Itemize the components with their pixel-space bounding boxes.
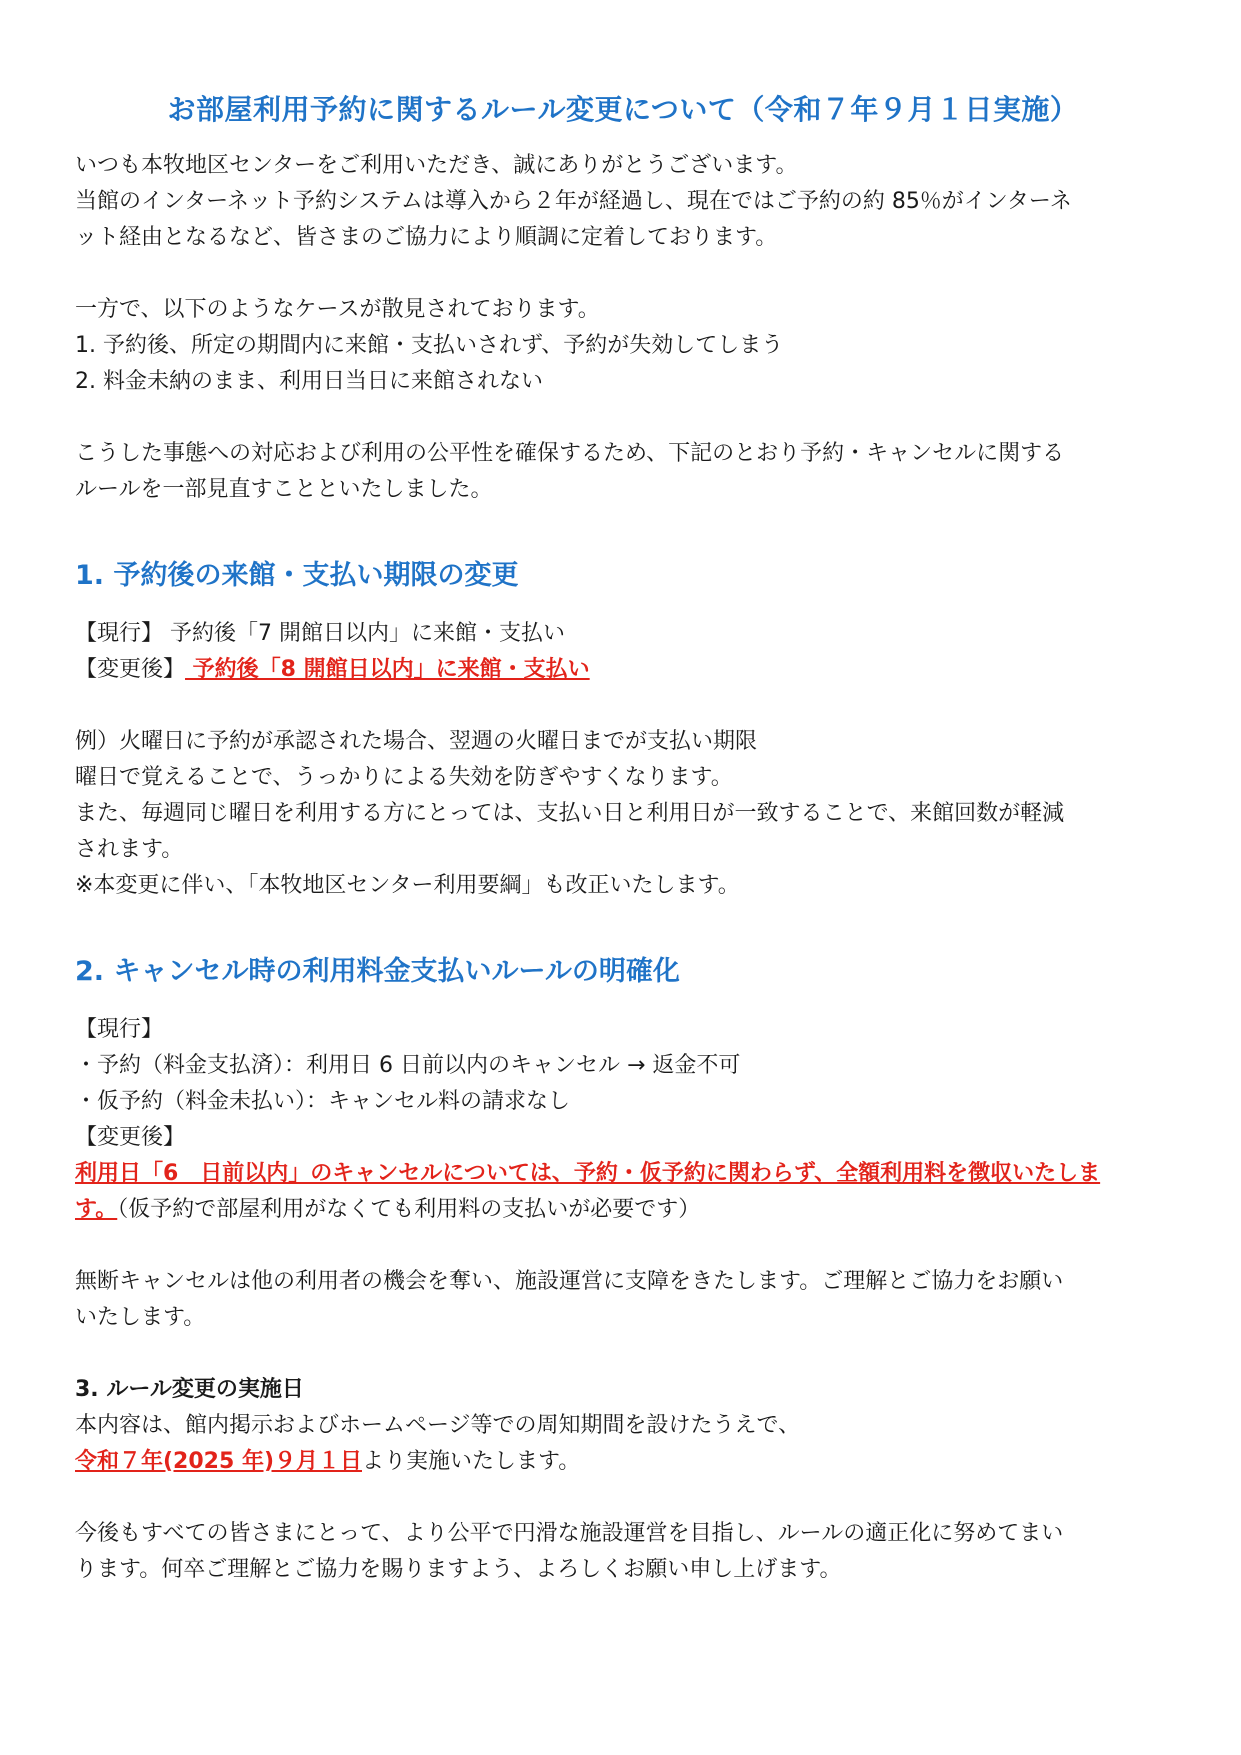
section-3-date-line xyxy=(75,1444,1171,1480)
section-1-note: ※本変更に伴い、「本牧地区センター利用要綱」も改正いたします。 xyxy=(75,873,740,898)
case-item: 1. 予約後、所定の期間内に来館・支払いされず、予約が失効してしまう xyxy=(75,333,784,358)
section-2-heading: 2. キャンセル時の利用料金支払いルールの明確化 xyxy=(75,956,680,987)
closing-line: 今後もすべての皆さまにとって、より公平で円滑な施設運営を目指し、ルールの適正化に努めてまい xyxy=(75,1521,1064,1546)
section-2-current-item: ・仮予約（料金未払い）：キャンセル料の請求なし xyxy=(75,1089,571,1114)
purpose-line: ルールを一部見直すことといたしました。 xyxy=(75,477,493,502)
purpose-line: こうした事態への対応および利用の公平性を確保するため、下記のとおり予約・キャンセルに関する xyxy=(75,441,1065,466)
cases-lead: 一方で、以下のようなケースが散見されております。 xyxy=(75,297,600,322)
section-3-heading: 3. ルール変更の実施日 xyxy=(75,1377,304,1402)
section-3 xyxy=(75,1372,1171,1480)
intro-block xyxy=(75,148,1171,256)
date-highlight: 令和７年(2025 年)９月１日 xyxy=(75,1449,362,1474)
section-2-current-item: ・予約（料金支払済）：利用日 6 日前以内のキャンセル → 返金不可 xyxy=(75,1053,741,1078)
section-1-heading: 1. 予約後の来館・支払い期限の変更 xyxy=(75,560,519,591)
intro-line: いつも本牧地区センターをご利用いただき、誠にありがとうございます。 xyxy=(75,153,798,178)
section-1-note: 例）火曜日に予約が承認された場合、翌週の火曜日までが支払い期限 xyxy=(75,729,758,754)
after-highlight: 予約後「8 開館日以内」に来館・支払い xyxy=(185,657,590,682)
section-2-closing: 無断キャンセルは他の利用者の機会を奪い、施設運営に支障をきたします。ご理解とご協力をお願い xyxy=(75,1269,1064,1294)
section-1-note: されます。 xyxy=(75,837,184,862)
after-label: 【変更後】 xyxy=(75,657,186,682)
after-note: （仮予約で部屋利用がなくても利用料の支払いが必要です） xyxy=(117,1197,701,1222)
section-1-current: 【現行】 予約後「7 開館日以内」に来館・支払い xyxy=(75,621,565,646)
purpose-block xyxy=(75,436,1171,508)
section-1-note: 曜日で覚えることで、うっかりによる失効を防ぎやすくなります。 xyxy=(75,765,733,790)
section-2 xyxy=(75,954,1171,1336)
section-1 xyxy=(75,558,1171,904)
section-2-after-line xyxy=(75,1156,1171,1192)
after-highlight: 利用日「6 日前以内」のキャンセルについては、予約・仮予約に関わらず、全額利用料を徴収いたしま xyxy=(75,1161,1101,1186)
section-2-closing: いたします。 xyxy=(75,1305,206,1330)
intro-line: 当館のインターネット予約システムは導入から２年が経過し、現在ではご予約の約 85％がインターネ xyxy=(75,189,1072,214)
section-2-after-label: 【変更後】 xyxy=(75,1125,186,1150)
closing-block xyxy=(75,1516,1171,1588)
closing-line: ります。何卒ご理解とご協力を賜りますよう、よろしくお願い申し上げます。 xyxy=(75,1557,842,1582)
section-1-note: また、毎週同じ曜日を利用する方にとっては、支払い日と利用日が一致することで、来館回数が軽減 xyxy=(75,801,1065,826)
page-title: お部屋利用予約に関するルール変更について（令和７年９月１日実施） xyxy=(167,93,1079,126)
after-highlight: す。 xyxy=(75,1197,118,1222)
section-2-current-label: 【現行】 xyxy=(75,1017,164,1042)
cases-block xyxy=(75,292,1171,400)
case-item: 2. 料金未納のまま、利用日当日に来館されない xyxy=(75,369,543,394)
intro-line: ット経由となるなど、皆さまのご協力により順調に定着しております。 xyxy=(75,225,778,250)
section-2-after-line xyxy=(75,1192,1171,1228)
section-3-line: 本内容は、館内掲示およびホームページ等での周知期間を設けたうえで、 xyxy=(75,1413,801,1438)
section-1-after xyxy=(75,652,1171,688)
date-suffix: より実施いたします。 xyxy=(362,1449,581,1474)
